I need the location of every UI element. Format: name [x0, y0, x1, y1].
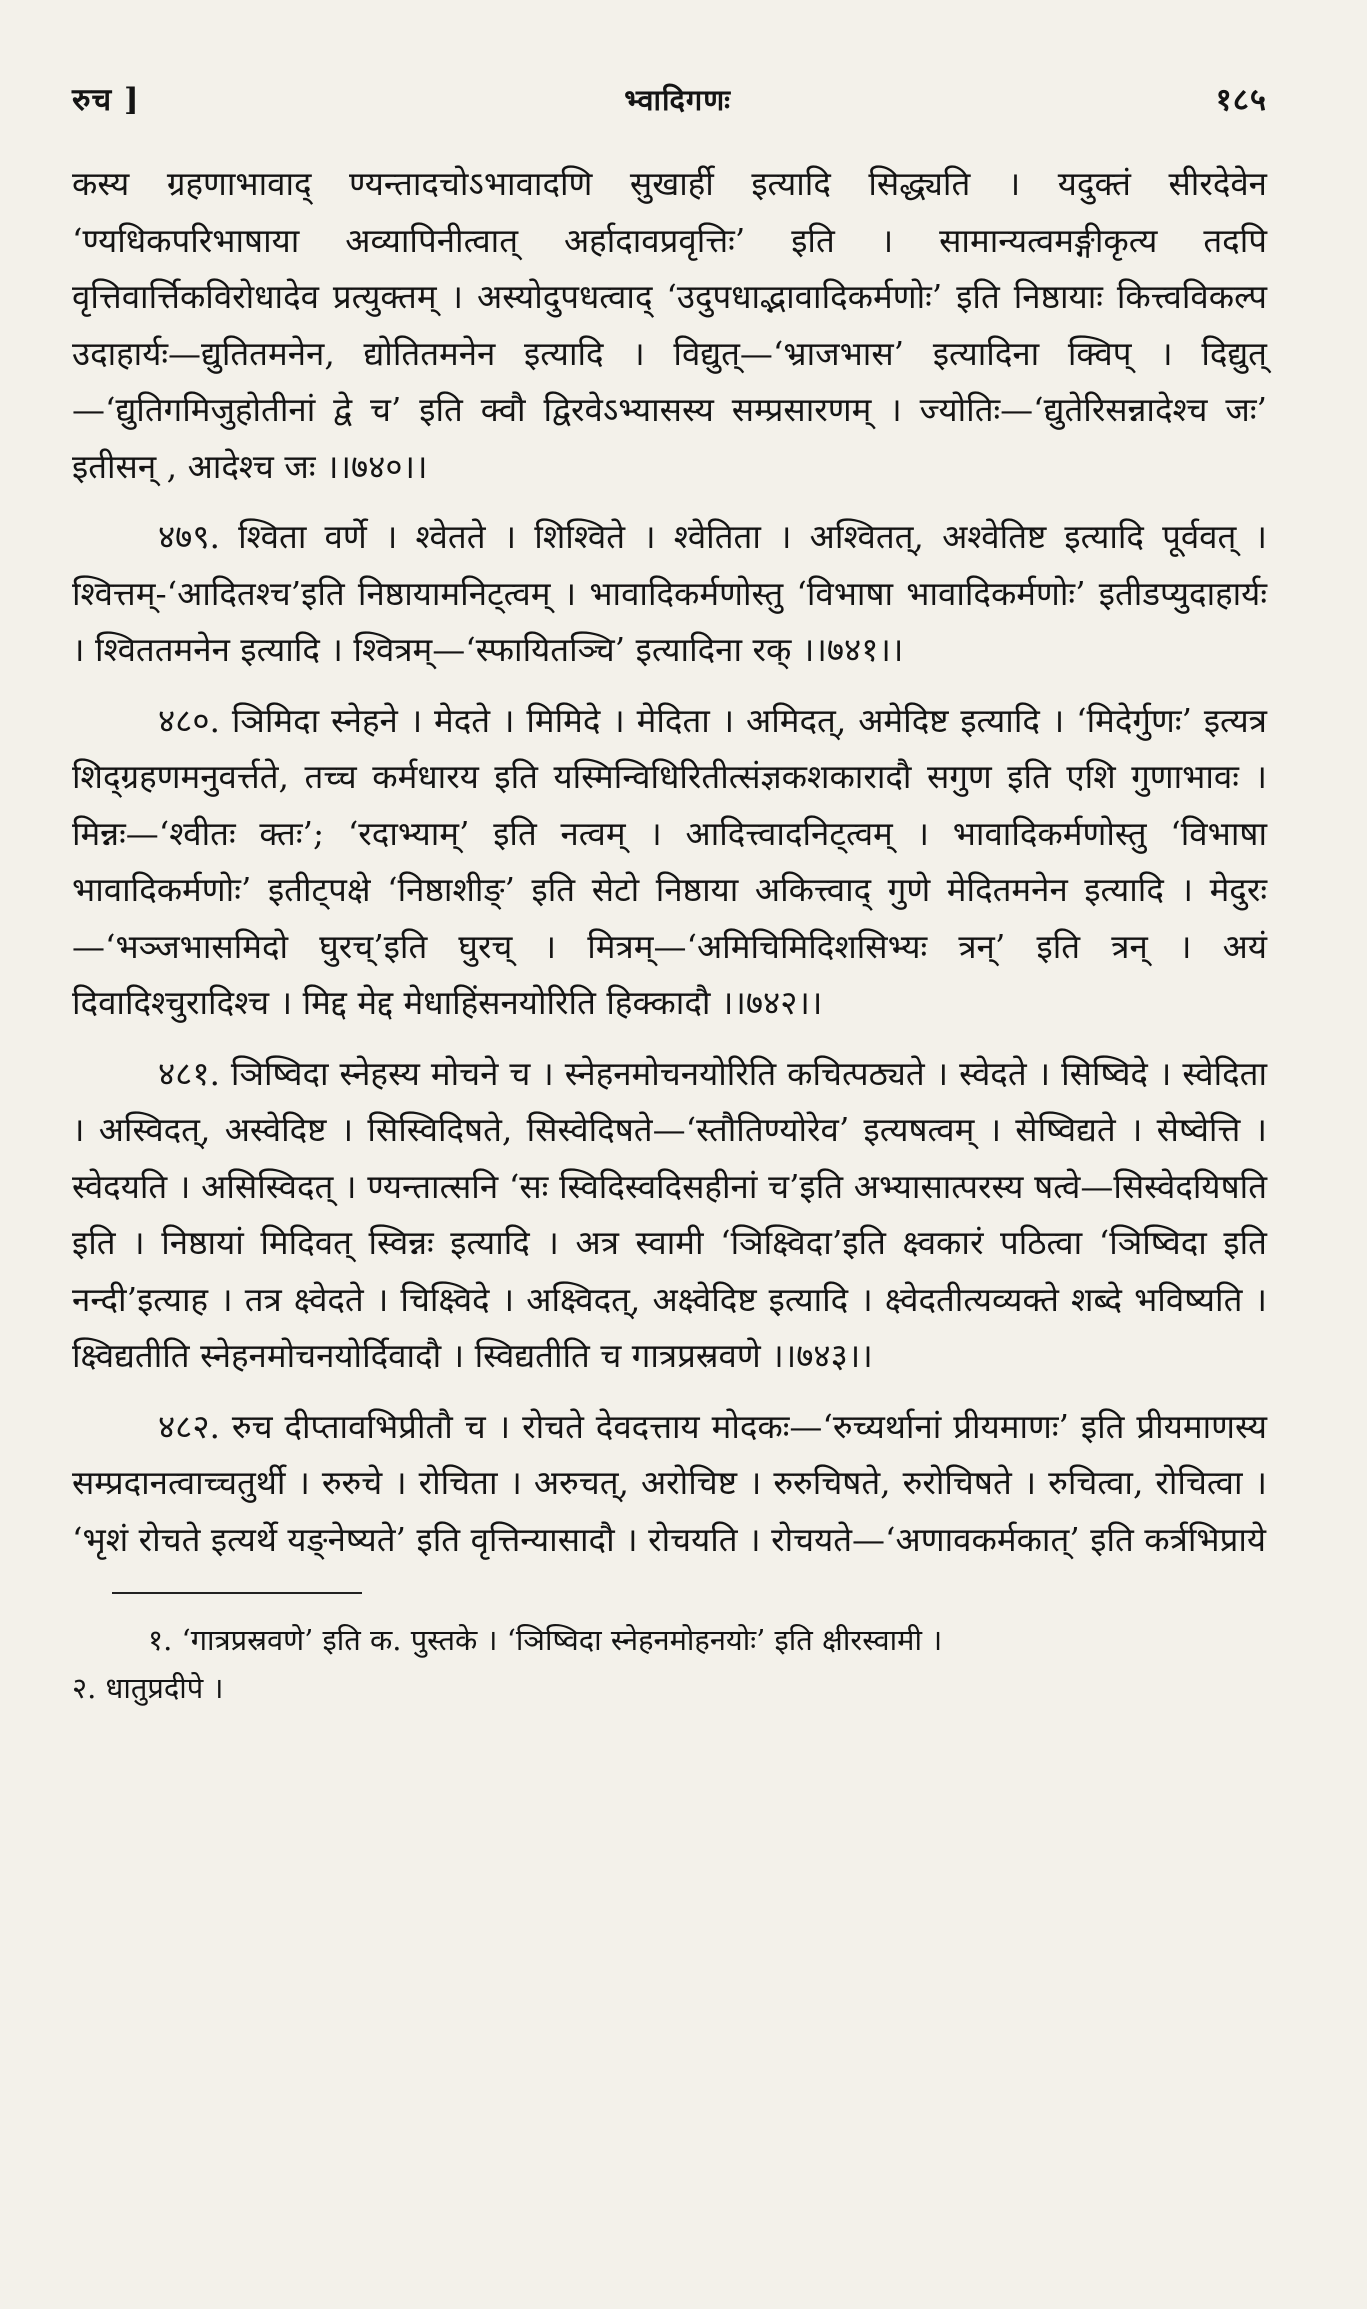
page-number: १८५: [1215, 82, 1267, 118]
footnotes: [72, 1616, 1267, 1712]
main-text: [72, 156, 1267, 1568]
header-chapter-title: भ्वादिगणः: [624, 83, 732, 117]
paragraph-dhatu-482: ४८२. रुच दीप्तावभिप्रीतौ च । रोचते देवदत्ताय मोदकः—‘रुच्यर्थानां प्रीयमाणः’ इति प्रीयमाणस्य सम्प्रदानत्वाच्चतुर्थी । रुरुचे । रोचिता । अरुचत्, अरोचिष्ट । रुरुचिषते, रुरोचिषते । रुचित्वा, रोचित्वा । ‘भृशं रोचते इत्यर्थे यङ्नेष्यते’ इति वृत्तिन्यासादौ । रोचयति । रोचयते—‘अणावकर्मकात्’ इति कर्त्रभिप्राये: [72, 1406, 1267, 1559]
paragraph-dhatu-479: ४७९. श्विता वर्णे । श्वेतते । शिश्विते । श्वेतिता । अश्वितत्, अश्वेतिष्ट इत्यादि पूर्ववत् । श्वित्तम्-‘आदितश्च’इति निष्ठायामनिट्त्वम् । भावादिकर्मणोस्तु ‘विभाषा भावादिकर्मणोः’ इतीडप्युदाहार्यः । श्विततमनेन इत्यादि । श्वित्रम्—‘स्फायितञ्चि’ इत्यादिना रक् ।।७४१।।: [72, 517, 1267, 669]
paragraph-continuation: कस्य ग्रहणाभावाद् ण्यन्तादचोऽभावादणि सुखार्ही इत्यादि सिद्ध्यति । यदुक्तं सीरदेवेन ‘ण्यधिकपरिभाषाया अव्यापिनीत्वात् अर्हादावप्रवृत्तिः’ इति । सामान्यत्वमङ्गीकृत्य तदपि वृत्तिवार्त्तिकविरोधादेव प्रत्युक्तम् । अस्योदुपधत्वाद् ‘उदुपधाद्भावादिकर्मणोः’ इति निष्ठायाः कित्त्वविकल्प उदाहार्यः—द्युतितमनेन, द्योतितमनेन इत्यादि । विद्युत्—‘भ्राजभास’ इत्यादिना क्विप् । दिद्युत्—‘द्युतिगमिजुहोतीनां द्वे च’ इति क्वौ द्विरवेऽभ्यासस्य सम्प्रसारणम् । ज्योतिः—‘द्युतेरिसन्नादेश्च जः’ इतीसन् , आदेश्च जः ।।७४०।।: [72, 164, 1267, 486]
footnote-1: १. ‘गात्रप्रस्रवणे’ इति क. पुस्तके । ‘ञिष्विदा स्नेहनमोहनयोः’ इति क्षीरस्वामी ।: [148, 1623, 943, 1657]
footnote-2: २. धातुप्रदीपे ।: [72, 1671, 224, 1705]
paragraph-dhatu-481: ४८१. ञिष्विदा स्नेहस्य मोचने च । स्नेहनमोचनयोरिति कचित्पठ्यते । स्वेदते । सिष्विदे । स्वेदिता । अस्विदत्, अस्वेदिष्ट । सिस्विदिषते, सिस्वेदिषते—‘स्तौतिण्योरेव’ इत्यषत्वम् । सेष्विद्यते । सेष्वेत्ति । स्वेदयति । असिस्विदत् । ण्यन्तात्सनि ‘सः स्विदिस्वदिसहीनां च’इति अभ्यासात्परस्य षत्वे—सिस्वेदयिषति इति । निष्ठायां मिदिवत् स्विन्नः इत्यादि । अत्र स्वामी ‘ञिक्ष्विदा’इति क्ष्वकारं पठित्वा ‘ञिष्विदा इति नन्दी’इत्याह । तत्र क्ष्वेदते । चिक्ष्विदे । अक्ष्विदत्, अक्ष्वेदिष्ट इत्यादि । क्ष्वेदतीत्यव्यक्ते शब्दे भविष्यति । क्ष्विद्यतीति स्नेहनमोचनयोर्दिवादौ । स्विद्यतीति च गात्रप्रस्रवणे ।।७४३।।: [72, 1053, 1267, 1375]
paragraph-dhatu-480: ४८०. ञिमिदा स्नेहने । मेदते । मिमिदे । मेदिता । अमिदत्, अमेदिष्ट इत्यादि । ‘मिदेर्गुणः’ इत्यत्र शिद्ग्रहणमनुवर्त्तते, तच्च कर्मधारय इति यस्मिन्विधिरितीत्संज्ञकशकारादौ सगुण इति एशि गुणाभावः । मिन्नः—‘श्वीतः क्तः’; ‘रदाभ्याम्’ इति नत्वम् । आदित्त्वादनिट्त्वम् । भावादिकर्मणोस्तु ‘विभाषा भावादिकर्मणोः’ इतीट्पक्षे ‘निष्ठाशीङ्’ इति सेटो निष्ठाया अकित्त्वाद् गुणे मेदितमनेन इत्यादि । मेदुरः—‘भञ्जभासमिदो घुरच्’इति घुरच् । मित्रम्—‘अमिचिमिदिशसिभ्यः त्रन्’ इति त्रन् । अयं दिवादिश्चुरादिश्च । मिद्द मेद्द मेधाहिंसनयोरिति हिक्कादौ ।।७४२।।: [72, 700, 1267, 1022]
running-head: [72, 78, 1267, 142]
footnote-divider: [112, 1592, 362, 1594]
header-left-section-label: रुच ]: [72, 82, 140, 118]
